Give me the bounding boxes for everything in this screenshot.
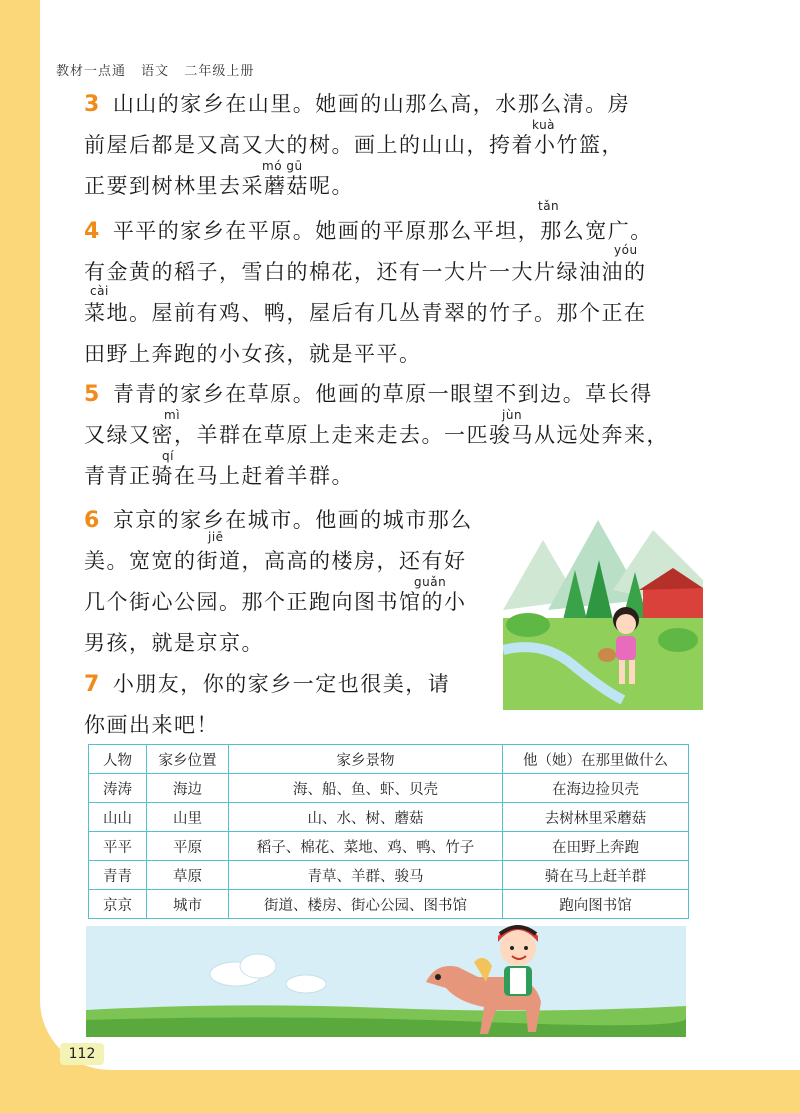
table-header-cell: 家乡景物 bbox=[229, 745, 503, 774]
page-number: 112 bbox=[60, 1043, 104, 1065]
paragraph-number: 5 bbox=[84, 382, 101, 407]
village-girl-illustration bbox=[503, 500, 703, 710]
table-cell: 平平 bbox=[89, 832, 147, 861]
pinyin-annotation: kuà bbox=[532, 118, 556, 132]
table-header-cell: 人物 bbox=[89, 745, 147, 774]
table-cell: 去树林里采蘑菇 bbox=[503, 803, 689, 832]
text-line: 你画出来吧！ bbox=[84, 713, 219, 737]
text-line: 田野上奔跑的小女孩，就是平平。 bbox=[84, 342, 422, 366]
text-line: 青青正骑在马上赶着羊群。 bbox=[84, 464, 354, 488]
table-cell: 山山 bbox=[89, 803, 147, 832]
header-grade: 二年级上册 bbox=[184, 64, 255, 79]
table-header-row bbox=[89, 745, 689, 774]
text-line: 平平的家乡在平原。她画的平原那么平坦，那么宽广。 bbox=[112, 219, 653, 243]
table-cell: 青青 bbox=[89, 861, 147, 890]
table-cell: 青草、羊群、骏马 bbox=[229, 861, 503, 890]
pinyin-annotation: qí bbox=[162, 449, 174, 463]
pinyin-annotation: cài bbox=[90, 284, 109, 298]
text-line: 菜地。屋前有鸡、鸭，屋后有几丛青翠的竹子。那个正在 bbox=[84, 301, 647, 325]
table-cell: 草原 bbox=[147, 861, 229, 890]
header-book: 教材一点通 bbox=[56, 64, 127, 79]
table-cell: 稻子、棉花、菜地、鸡、鸭、竹子 bbox=[229, 832, 503, 861]
paragraph-7 bbox=[84, 664, 504, 746]
paragraph-number: 3 bbox=[84, 92, 101, 117]
table-cell: 山里 bbox=[147, 803, 229, 832]
pinyin-annotation: guǎn bbox=[414, 575, 447, 589]
text-line: 青青的家乡在草原。他画的草原一眼望不到边。草长得 bbox=[112, 382, 653, 406]
table-cell: 京京 bbox=[89, 890, 147, 919]
paragraph-number: 4 bbox=[84, 219, 101, 244]
table-cell: 在海边捡贝壳 bbox=[503, 774, 689, 803]
table-row bbox=[89, 803, 689, 832]
table-cell: 跑向图书馆 bbox=[503, 890, 689, 919]
table-cell: 涛涛 bbox=[89, 774, 147, 803]
text-line: 男孩，就是京京。 bbox=[84, 631, 264, 655]
pinyin-annotation: jùn bbox=[502, 408, 523, 422]
table-header-cell: 他（她）在那里做什么 bbox=[503, 745, 689, 774]
paragraph-number: 7 bbox=[84, 672, 101, 697]
table-cell: 海边 bbox=[147, 774, 229, 803]
paragraph-3 bbox=[84, 84, 704, 207]
paragraph-4 bbox=[84, 211, 704, 375]
text-line: 前屋后都是又高又大的树。画上的山山，挎着小竹篮， bbox=[84, 133, 624, 157]
pinyin-annotation: yóu bbox=[614, 243, 638, 257]
page-bottom-band bbox=[0, 1070, 800, 1113]
table-cell: 城市 bbox=[147, 890, 229, 919]
table-cell: 在田野上奔跑 bbox=[503, 832, 689, 861]
text-line: 正要到树林里去采蘑菇呢。 bbox=[84, 174, 354, 198]
characters-table bbox=[88, 744, 689, 919]
paragraph-number: 6 bbox=[84, 508, 101, 533]
table-cell: 街道、楼房、街心公园、图书馆 bbox=[229, 890, 503, 919]
page-header bbox=[56, 60, 264, 79]
text-line: 几个街心公园。那个正跑向图书馆的小 bbox=[84, 590, 467, 614]
text-line: 小朋友，你的家乡一定也很美，请 bbox=[112, 672, 451, 696]
pinyin-annotation: mó gū bbox=[262, 159, 303, 173]
text-line: 有金黄的稻子，雪白的棉花，还有一大片一大片绿油油的 bbox=[84, 260, 647, 284]
pinyin-annotation: jiē bbox=[208, 530, 224, 544]
table-cell: 山、水、树、蘑菇 bbox=[229, 803, 503, 832]
pinyin-annotation: tǎn bbox=[538, 199, 560, 213]
text-line: 美。宽宽的街道，高高的楼房，还有好 bbox=[84, 549, 467, 573]
table-row bbox=[89, 832, 689, 861]
grassland-boy-horse-illustration bbox=[86, 922, 686, 1037]
table-header-cell: 家乡位置 bbox=[147, 745, 229, 774]
table-row bbox=[89, 861, 689, 890]
table-cell: 海、船、鱼、虾、贝壳 bbox=[229, 774, 503, 803]
table-cell: 骑在马上赶羊群 bbox=[503, 861, 689, 890]
table-row bbox=[89, 890, 689, 919]
header-subject: 语文 bbox=[141, 64, 170, 79]
text-line: 山山的家乡在山里。她画的山那么高，水那么清。房 bbox=[112, 92, 631, 116]
paragraph-5 bbox=[84, 374, 704, 497]
table-row bbox=[89, 774, 689, 803]
text-line: 京京的家乡在城市。他画的城市那么 bbox=[112, 508, 473, 532]
table-cell: 平原 bbox=[147, 832, 229, 861]
text-line: 又绿又密，羊群在草原上走来走去。一匹骏马从远处奔来， bbox=[84, 423, 669, 447]
pinyin-annotation: mì bbox=[164, 408, 181, 422]
